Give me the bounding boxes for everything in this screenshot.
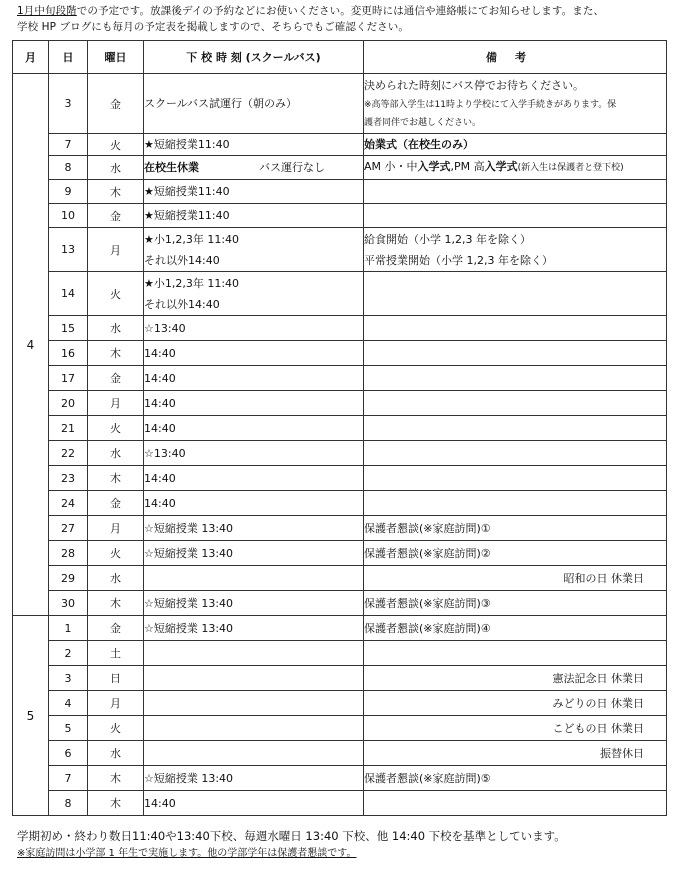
header-note-label: 備考 [486, 51, 544, 64]
table-row [13, 272, 667, 316]
day-cell: 2 [49, 641, 88, 666]
note-cell [364, 228, 667, 272]
time-cell: 14:40 [144, 341, 364, 366]
time-cell [144, 272, 364, 316]
day-cell: 9 [49, 180, 88, 204]
time-cell [144, 641, 364, 666]
weekday-cell: 水 [88, 566, 144, 591]
table-row [13, 316, 667, 341]
time-cell: ☆13:40 [144, 441, 364, 466]
header-row [13, 41, 667, 74]
weekday-cell: 火 [88, 541, 144, 566]
note-cell [364, 341, 667, 366]
day-cell: 3 [49, 74, 88, 134]
time-cell: スクールバス試運行（朝のみ） [144, 74, 364, 134]
table-row [13, 466, 667, 491]
note-cell [364, 180, 667, 204]
note-cell: 憲法記念日 休業日 [364, 666, 667, 691]
note-cell: 振替休日 [364, 741, 667, 766]
note-cell [364, 316, 667, 341]
day-cell: 5 [49, 716, 88, 741]
header-note [364, 41, 667, 74]
time-cell [144, 228, 364, 272]
time-line: それ以外14:40 [144, 297, 220, 311]
note-cell [364, 491, 667, 516]
intro-line-1 [17, 3, 682, 19]
time-cell: ★短縮授業11:40 [144, 180, 364, 204]
bus-note: バス運行なし [259, 161, 325, 174]
day-cell: 23 [49, 466, 88, 491]
weekday-cell: 木 [88, 766, 144, 791]
weekday-cell: 金 [88, 491, 144, 516]
day-cell: 3 [49, 666, 88, 691]
table-row [13, 766, 667, 791]
note-cell: こどもの日 休業日 [364, 716, 667, 741]
header-month: 月 [13, 41, 49, 74]
weekday-cell: 月 [88, 516, 144, 541]
time-cell [144, 691, 364, 716]
time-cell: ☆13:40 [144, 316, 364, 341]
time-cell: 14:40 [144, 466, 364, 491]
day-cell: 7 [49, 766, 88, 791]
closed-label: 在校生休業 [144, 161, 199, 174]
day-cell: 29 [49, 566, 88, 591]
day-cell: 22 [49, 441, 88, 466]
intro-underlined: 1月中旬段階 [17, 5, 77, 17]
footer-notes [17, 827, 682, 863]
table-row [13, 541, 667, 566]
weekday-cell: 木 [88, 591, 144, 616]
day-cell: 6 [49, 741, 88, 766]
day-cell: 17 [49, 366, 88, 391]
table-row [13, 666, 667, 691]
time-cell: 14:40 [144, 391, 364, 416]
time-cell: ☆短縮授業 13:40 [144, 616, 364, 641]
weekday-cell: 火 [88, 272, 144, 316]
table-row [13, 791, 667, 816]
table-row [13, 391, 667, 416]
weekday-cell: 金 [88, 204, 144, 228]
header-time: 下 校 時 刻 (スクールバス) [144, 41, 364, 74]
footer-line-1: 学期初め・終わり数日11:40や13:40下校、毎週水曜日 13:40 下校、他 14:40 下校を基準としています。 [17, 829, 566, 843]
day-cell: 21 [49, 416, 88, 441]
weekday-cell: 月 [88, 391, 144, 416]
weekday-cell: 水 [88, 741, 144, 766]
time-cell: 14:40 [144, 416, 364, 441]
month-cell-april: 4 [13, 74, 49, 616]
weekday-cell: 月 [88, 228, 144, 272]
note-cell: 保護者懇談(※家庭訪問)② [364, 541, 667, 566]
note-part: 入学式 [417, 160, 451, 173]
weekday-cell: 木 [88, 341, 144, 366]
note-line: ※高等部入学生は11時より学校にて入学手続きがあります。保 [364, 99, 617, 110]
intro-text [17, 3, 682, 35]
time-cell: 14:40 [144, 791, 364, 816]
note-cell [364, 641, 667, 666]
time-cell: 14:40 [144, 366, 364, 391]
weekday-cell: 金 [88, 74, 144, 134]
table-row [13, 516, 667, 541]
table-row [13, 180, 667, 204]
note-line: 給食開始（小学 1,2,3 年を除く） [364, 232, 531, 246]
note-cell: 昭和の日 休業日 [364, 566, 667, 591]
day-cell: 24 [49, 491, 88, 516]
time-cell [144, 741, 364, 766]
intro-line-2: 学校 HP ブログにも毎月の予定表を掲載しますので、そちらでもご確認ください。 [17, 21, 409, 33]
day-cell: 20 [49, 391, 88, 416]
time-cell [144, 156, 364, 180]
header-weekday: 曜日 [88, 41, 144, 74]
note-part: ,PM 高 [450, 160, 485, 173]
table-row [13, 74, 667, 134]
day-cell: 1 [49, 616, 88, 641]
table-row [13, 641, 667, 666]
weekday-cell: 水 [88, 441, 144, 466]
note-cell [364, 441, 667, 466]
day-cell: 15 [49, 316, 88, 341]
intro-line-1-rest: での予定です。放課後デイの予約などにお使いください。変更時には通信や連絡帳にてお知らせします。また、 [76, 5, 605, 17]
note-line: 護者同伴でお越しください。 [364, 117, 482, 128]
time-cell [144, 566, 364, 591]
table-row [13, 204, 667, 228]
time-cell: ☆短縮授業 13:40 [144, 541, 364, 566]
table-row [13, 416, 667, 441]
table-row [13, 566, 667, 591]
note-line: 決められた時刻にバス停でお待ちください。 [364, 78, 584, 92]
footer-line-2: ※家庭訪問は小学部 1 年生で実施します。他の学部学年は保護者懇談です。 [17, 848, 357, 859]
weekday-cell: 火 [88, 416, 144, 441]
time-cell: ★短縮授業11:40 [144, 134, 364, 156]
weekday-cell: 金 [88, 366, 144, 391]
day-cell: 4 [49, 691, 88, 716]
table-row [13, 134, 667, 156]
note-cell [364, 272, 667, 316]
note-cell: 保護者懇談(※家庭訪問)③ [364, 591, 667, 616]
table-row [13, 441, 667, 466]
schedule-table [12, 40, 667, 816]
note-cell: 保護者懇談(※家庭訪問)⑤ [364, 766, 667, 791]
note-cell [364, 416, 667, 441]
month-cell-may: 5 [13, 616, 49, 816]
note-cell [364, 791, 667, 816]
note-cell: 保護者懇談(※家庭訪問)④ [364, 616, 667, 641]
weekday-cell: 水 [88, 316, 144, 341]
time-cell: ☆短縮授業 13:40 [144, 516, 364, 541]
weekday-cell: 月 [88, 691, 144, 716]
note-cell [364, 466, 667, 491]
time-cell: ★短縮授業11:40 [144, 204, 364, 228]
time-line: それ以外14:40 [144, 253, 220, 267]
day-cell: 14 [49, 272, 88, 316]
time-cell: ☆短縮授業 13:40 [144, 591, 364, 616]
note-cell [364, 204, 667, 228]
note-cell: 始業式（在校生のみ） [364, 134, 667, 156]
time-cell: 14:40 [144, 491, 364, 516]
note-cell [364, 156, 667, 180]
weekday-cell: 水 [88, 156, 144, 180]
note-cell: 保護者懇談(※家庭訪問)① [364, 516, 667, 541]
day-cell: 16 [49, 341, 88, 366]
note-part: (新入生は保護者と登下校) [517, 163, 624, 173]
day-cell: 13 [49, 228, 88, 272]
table-row [13, 591, 667, 616]
table-row [13, 616, 667, 641]
table-row [13, 341, 667, 366]
header-day: 日 [49, 41, 88, 74]
note-cell: みどりの日 休業日 [364, 691, 667, 716]
time-cell [144, 666, 364, 691]
weekday-cell: 木 [88, 180, 144, 204]
weekday-cell: 金 [88, 616, 144, 641]
day-cell: 30 [49, 591, 88, 616]
day-cell: 8 [49, 156, 88, 180]
note-part: AM 小・中 [364, 160, 418, 173]
table-row [13, 691, 667, 716]
note-cell [364, 74, 667, 134]
table-row [13, 156, 667, 180]
time-line: ★小1,2,3年 11:40 [144, 276, 240, 290]
day-cell: 8 [49, 791, 88, 816]
note-line: 平常授業開始（小学 1,2,3 年を除く） [364, 253, 553, 267]
time-cell [144, 716, 364, 741]
table-row [13, 366, 667, 391]
weekday-cell: 木 [88, 466, 144, 491]
note-cell [364, 366, 667, 391]
weekday-cell: 土 [88, 641, 144, 666]
table-row [13, 228, 667, 272]
weekday-cell: 火 [88, 716, 144, 741]
table-row [13, 741, 667, 766]
day-cell: 28 [49, 541, 88, 566]
weekday-cell: 日 [88, 666, 144, 691]
table-row [13, 716, 667, 741]
weekday-cell: 火 [88, 134, 144, 156]
note-part: 入学式 [484, 160, 518, 173]
day-cell: 10 [49, 204, 88, 228]
note-cell [364, 391, 667, 416]
day-cell: 27 [49, 516, 88, 541]
time-line: ★小1,2,3年 11:40 [144, 232, 240, 246]
time-cell: ☆短縮授業 13:40 [144, 766, 364, 791]
table-row [13, 491, 667, 516]
day-cell: 7 [49, 134, 88, 156]
weekday-cell: 木 [88, 791, 144, 816]
